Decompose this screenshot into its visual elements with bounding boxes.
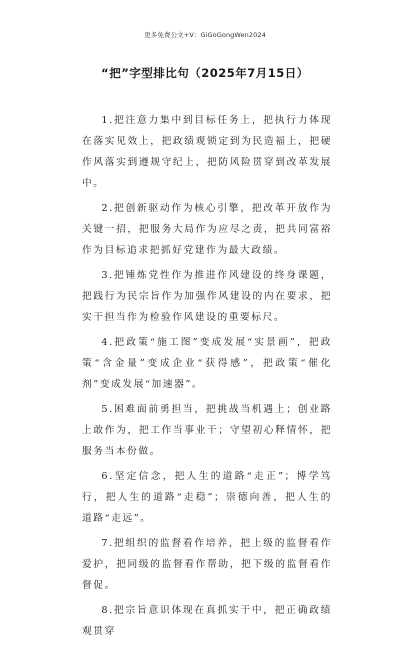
header-note: 更多免费公文+V：GiGoGongWen2024 <box>144 31 266 39</box>
document-title: “把”字型排比句（2025年7月15日） <box>101 66 309 80</box>
paragraph-1: 1.把注意力集中到目标任务上，把执行力体现在落实见效上，把政绩观锁定到为民造福上，把硬作风落实到遵规守纪上，把防风险贯穿到改革发展中。 <box>82 115 332 189</box>
document-body <box>82 110 332 646</box>
paragraph-5: 5.困难面前勇担当，把挑战当机遇上；创业路上敢作为，把工作当事业干；守望初心释情怀，把服务当本份做。 <box>82 404 332 457</box>
paragraph-4: 4.把政策“施工图”变成发展“实景画”，把政策“含金量”变成企业“获得感”，把政策“催化剂”变成发展“加速器”。 <box>82 337 332 390</box>
paragraph-2: 2.把创新驱动作为核心引擎，把改革开放作为关键一招，把服务大局作为应尽之责，把共同富裕作为目标追求把抓好党建作为最大政绩。 <box>82 203 332 256</box>
paragraph-7: 7.把组织的监督看作培养，把上级的监督看作爱护，把同级的监督看作帮助，把下级的监督看作督促。 <box>82 538 332 591</box>
paragraph-3: 3.把锤炼党性作为推进作风建设的终身课题，把践行为民宗旨作为加强作风建设的内在要求，把实干担当作为检验作风建设的重要标尺。 <box>82 270 332 323</box>
paragraph-8: 8.把宗旨意识体现在真抓实干中，把正确政绩观贯穿 <box>82 605 332 637</box>
paragraph-6: 6.坚定信念，把人生的道路“走正”；博学笃行，把人生的道路“走稳”；崇德向善，把人生的道路“走远”。 <box>82 471 332 524</box>
